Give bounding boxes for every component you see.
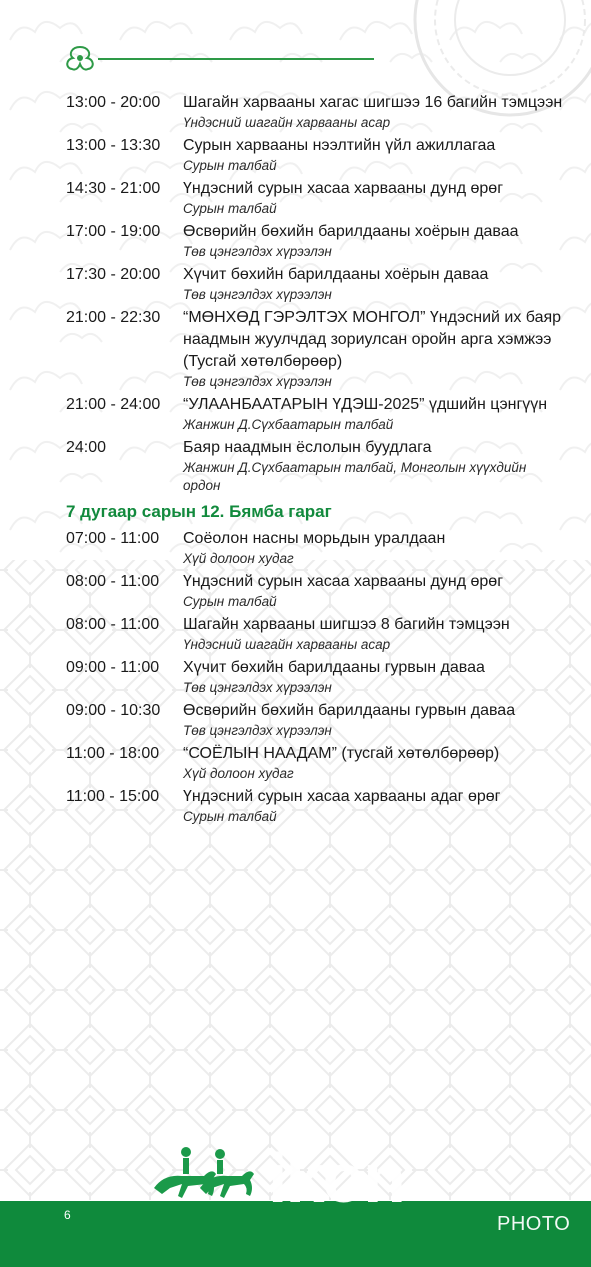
event-location: Жанжин Д.Сүхбаатарын талбай <box>183 417 394 432</box>
schedule-row <box>66 221 566 261</box>
event-time: 13:00 - 20:00 <box>66 94 161 111</box>
event-time: 09:00 - 11:00 <box>66 659 160 676</box>
event-location: Сурын талбай <box>183 201 277 216</box>
event-time: 24:00 <box>66 439 107 456</box>
event-time: 14:30 - 21:00 <box>66 180 161 197</box>
schedule-row <box>66 528 566 568</box>
day-heading: 7 дугаар сарын 12. Бямба гараг <box>66 502 332 521</box>
event-time: 11:00 - 18:00 <box>66 745 160 762</box>
event-title: Үндэсний сурын хасаа харвааны адаг өрөг <box>183 788 501 805</box>
event-location: Хүй долоон худаг <box>183 551 294 566</box>
event-title: Өсвөрийн бөхийн барилдааны хоёрын даваа <box>183 223 519 240</box>
event-description <box>183 178 566 218</box>
schedule-row <box>66 307 566 391</box>
event-location: Сурын талбай <box>183 594 277 609</box>
event-title: Шагайн харвааны хагас шигшээ 16 багийн тэмцээн <box>183 94 563 111</box>
event-location: Үндэсний шагайн харвааны асар <box>183 115 391 130</box>
event-title: Өсвөрийн бөхийн барилдааны гурвын даваа <box>183 702 516 719</box>
event-time: 17:30 - 20:00 <box>66 266 161 283</box>
event-description <box>183 264 566 304</box>
event-time: 08:00 - 11:00 <box>66 573 160 590</box>
event-title: “СОЁЛЫН НААДАМ” (тусгай хөтөлбөрөөр) <box>183 745 500 762</box>
event-location: Үндэсний шагайн харвааны асар <box>183 637 391 652</box>
page-number: 6 <box>64 1208 71 1222</box>
event-time: 11:00 - 15:00 <box>66 788 160 805</box>
event-description <box>183 92 566 132</box>
schedule-row <box>66 614 566 654</box>
schedule-list <box>66 92 566 495</box>
schedule-row <box>66 394 566 434</box>
event-time: 17:00 - 19:00 <box>66 223 161 240</box>
event-title: Үндэсний сурын хасаа харвааны дунд өрөг <box>183 180 504 197</box>
event-time: 13:00 - 13:30 <box>66 137 161 154</box>
event-description <box>183 743 566 783</box>
event-location: Хүй долоон худаг <box>183 766 294 781</box>
schedule-row <box>66 571 566 611</box>
header-rule <box>98 58 374 60</box>
event-location: Төв цэнгэлдэх хүрээлэн <box>183 374 332 389</box>
event-description <box>183 571 566 611</box>
event-location: Сурын талбай <box>183 158 277 173</box>
event-title: “УЛААНБААТАРЫН ҮДЭШ-2025” үдшийн цэнгүүн <box>183 396 548 413</box>
event-title: “МӨНХӨД ГЭРЭЛТЭХ МОНГОЛ” Үндэсний их баяр наадмын жуулчдад зориулсан оройн арга хэмжээ (Тусгай хөтөлбөрөөр) <box>183 309 562 370</box>
event-description <box>183 614 566 654</box>
schedule-row <box>66 437 566 495</box>
cloud-ornament-icon <box>62 44 98 74</box>
schedule-row <box>66 264 566 304</box>
watermark-photo-label: PHOTO <box>497 1213 571 1235</box>
event-description <box>183 135 566 175</box>
event-description <box>183 528 566 568</box>
event-description <box>183 221 566 261</box>
event-title: Соёолон насны морьдын уралдаан <box>183 530 446 547</box>
event-location: Төв цэнгэлдэх хүрээлэн <box>183 680 332 695</box>
event-title: Шагайн харвааны шигшээ 8 багийн тэмцээн <box>183 616 510 633</box>
schedule-row <box>66 700 566 740</box>
schedule-row <box>66 135 566 175</box>
watermark-logo: ikon <box>268 1139 404 1217</box>
event-time: 07:00 - 11:00 <box>66 530 160 547</box>
horse-archers-silhouette <box>150 1118 260 1204</box>
schedule-row <box>66 92 566 132</box>
schedule-row <box>66 657 566 697</box>
event-location: Жанжин Д.Сүхбаатарын талбай, Монголын хүүхдийн ордон <box>183 460 527 493</box>
event-location: Сурын талбай <box>183 809 277 824</box>
event-description <box>183 700 566 740</box>
event-description <box>183 657 566 697</box>
event-time: 09:00 - 10:30 <box>66 702 161 719</box>
event-time: 08:00 - 11:00 <box>66 616 160 633</box>
event-time: 21:00 - 24:00 <box>66 396 161 413</box>
schedule-list-2 <box>66 528 566 826</box>
event-description <box>183 437 566 495</box>
event-description <box>183 394 566 434</box>
event-time: 21:00 - 22:30 <box>66 309 161 326</box>
event-location: Төв цэнгэлдэх хүрээлэн <box>183 287 332 302</box>
event-title: Хүчит бөхийн барилдааны хоёрын даваа <box>183 266 489 283</box>
event-location: Төв цэнгэлдэх хүрээлэн <box>183 244 332 259</box>
event-title: Сурын харвааны нээлтийн үйл ажиллагаа <box>183 137 496 154</box>
event-description <box>183 307 566 391</box>
schedule-row <box>66 743 566 783</box>
event-title: Хүчит бөхийн барилдааны гурвын даваа <box>183 659 485 676</box>
schedule-row <box>66 178 566 218</box>
schedule-row <box>66 786 566 826</box>
schedule-content <box>66 92 566 829</box>
event-title: Баяр наадмын ёслолын буудлага <box>183 439 432 456</box>
event-description <box>183 786 566 826</box>
event-title: Үндэсний сурын хасаа харвааны дунд өрөг <box>183 573 504 590</box>
event-location: Төв цэнгэлдэх хүрээлэн <box>183 723 332 738</box>
